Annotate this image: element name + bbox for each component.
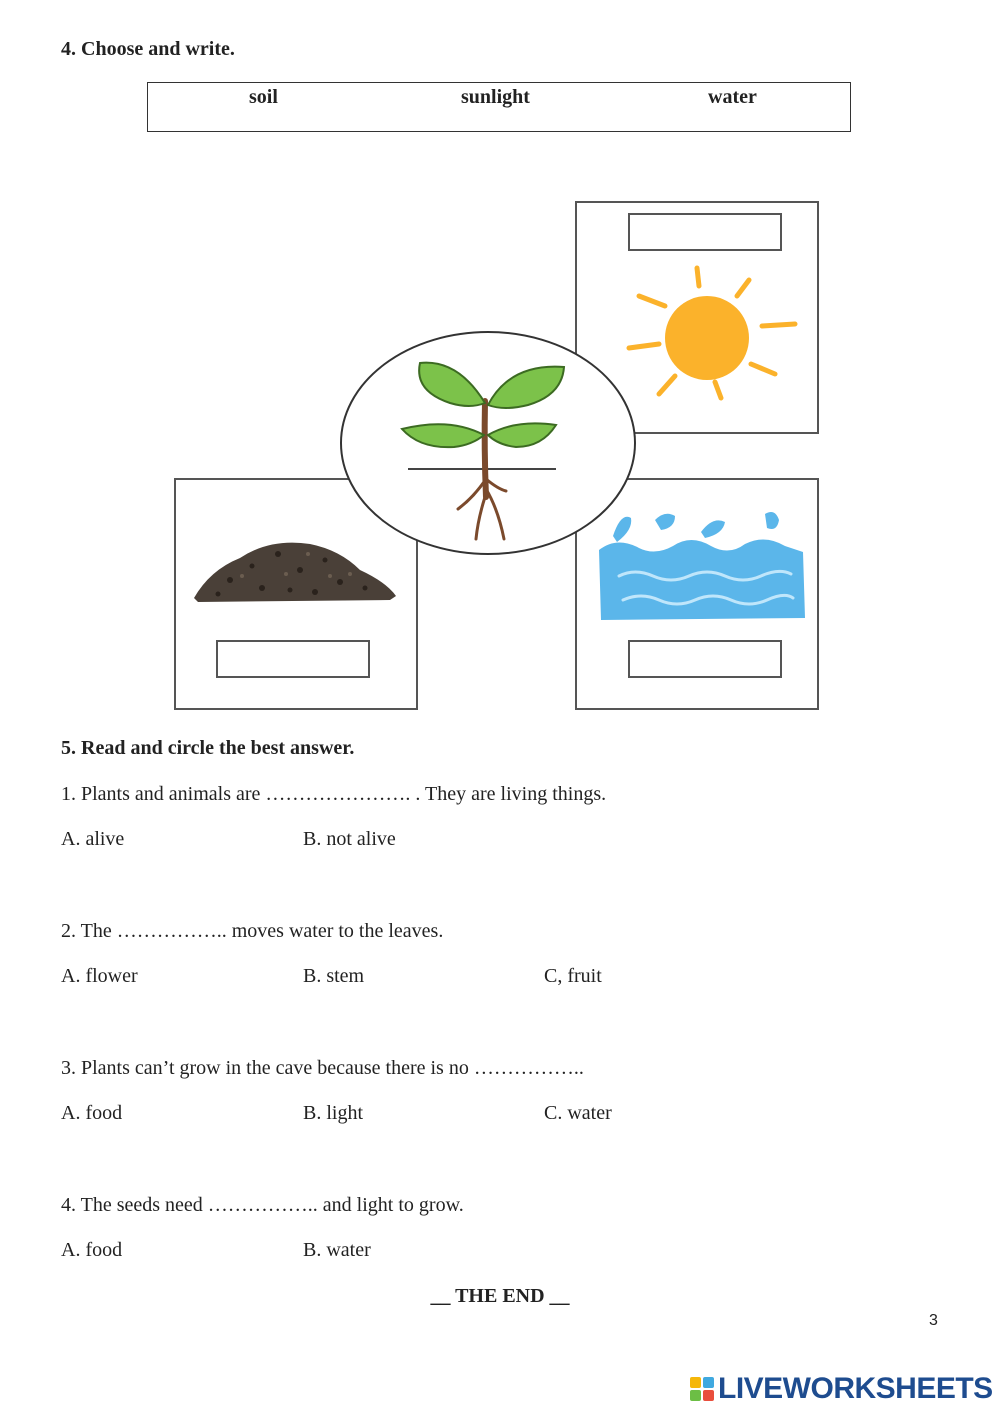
q1-option-b[interactable]: B. not alive: [303, 828, 396, 850]
page-number: 3: [929, 1312, 938, 1329]
question-3: 3. Plants can’t grow in the cave because there is no ……………..: [61, 1057, 584, 1079]
q4-option-b[interactable]: B. water: [303, 1239, 371, 1261]
soil-answer-box[interactable]: [216, 640, 370, 678]
q2-option-a[interactable]: A. flower: [61, 965, 138, 987]
question-4: 4. The seeds need …………….. and light to grow.: [61, 1194, 464, 1216]
brand-name: LIVEWORKSHEETS: [718, 1372, 993, 1405]
liveworksheets-logo: [690, 1372, 993, 1406]
q4-option-a[interactable]: A. food: [61, 1239, 123, 1261]
exercise-5-heading: 5. Read and circle the best answer.: [61, 737, 355, 759]
q1-option-a[interactable]: A. alive: [61, 828, 125, 850]
liveworksheets-icon: [690, 1377, 714, 1401]
word-sunlight: sunlight: [461, 86, 530, 108]
word-water: water: [708, 86, 757, 108]
question-1: 1. Plants and animals are …………………. . They are living things.: [61, 783, 607, 805]
q3-option-a[interactable]: A. food: [61, 1102, 123, 1124]
q3-option-b[interactable]: B. light: [303, 1102, 364, 1124]
question-2: 2. The …………….. moves water to the leaves.: [61, 920, 444, 942]
q2-option-c[interactable]: C, fruit: [544, 965, 602, 987]
the-end-text: __ THE END __: [430, 1285, 570, 1307]
word-bank: [147, 82, 851, 132]
sprout-circle: [338, 329, 638, 557]
word-soil: soil: [249, 86, 278, 108]
sun-answer-box[interactable]: [628, 213, 782, 251]
water-answer-box[interactable]: [628, 640, 782, 678]
exercise-4-heading: 4. Choose and write.: [61, 38, 235, 60]
sun-icon: [617, 258, 807, 408]
q3-option-c[interactable]: C. water: [544, 1102, 612, 1124]
q2-option-b[interactable]: B. stem: [303, 965, 365, 987]
